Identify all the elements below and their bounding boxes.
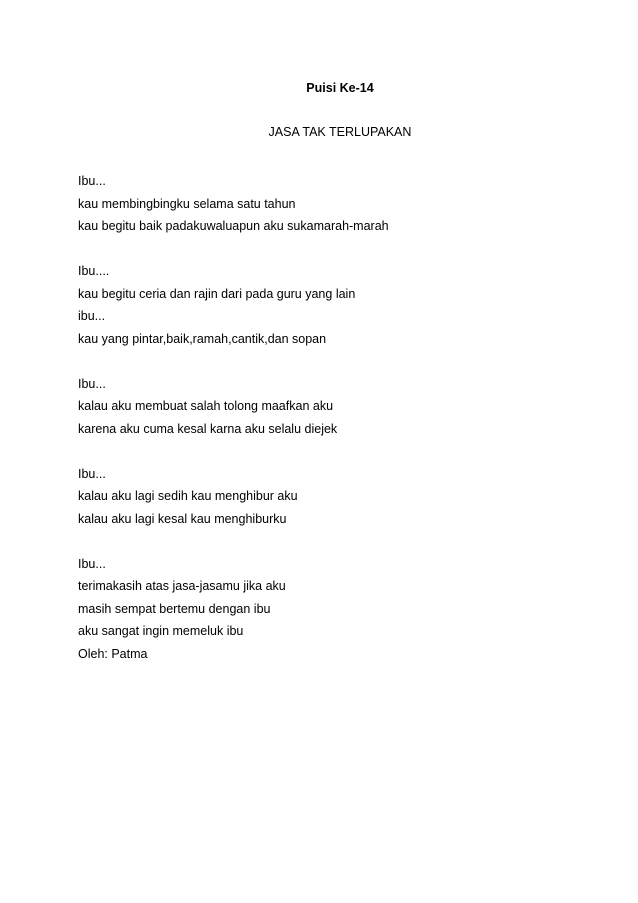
poem-line: kalau aku lagi sedih kau menghibur aku [78,489,298,503]
poem-line: kalau aku membuat salah tolong maafkan aku [78,399,334,413]
author-signature: Oleh: Patma [78,646,148,661]
stanza-5 [78,553,598,643]
stanza-2 [78,260,598,350]
poem-line: Ibu... [78,466,106,481]
poem-line: karena aku cuma kesal karna aku selalu diejek [78,421,338,436]
poem-body [78,170,598,665]
stanza-4 [78,463,598,531]
poem-line: terimakasih atas jasa-jasamu jika aku [78,579,286,593]
poem-line: kau yang pintar,baik,ramah,cantik,dan sopan [78,331,327,346]
poem-title-text: JASA TAK TERLUPAKAN [268,125,412,139]
poem-line: kau membingbingku selama satu tahun [78,196,296,211]
stanza-3 [78,373,598,441]
poem-line: masih sempat bertemu dengan ibu [78,601,271,616]
poem-line: kalau aku lagi kesal kau menghiburku [78,511,287,526]
poem-number-title [0,80,638,96]
poem-line: kau begitu ceria dan rajin dari pada guru yang lain [78,286,356,301]
poem-line: Ibu... [78,376,106,391]
poem-line: kau begitu baik padakuwaluapun aku sukamarah-marah [78,219,389,233]
poem-line: Ibu... [78,174,106,188]
poem-line: ibu... [78,309,106,323]
poem-line: Ibu... [78,556,106,571]
stanza-1 [78,170,598,238]
poem-line: Ibu.... [78,264,110,278]
poem-line: aku sangat ingin memeluk ibu [78,624,244,638]
poem-number-title-text: Puisi Ke-14 [306,81,374,95]
poem-title [0,124,638,140]
